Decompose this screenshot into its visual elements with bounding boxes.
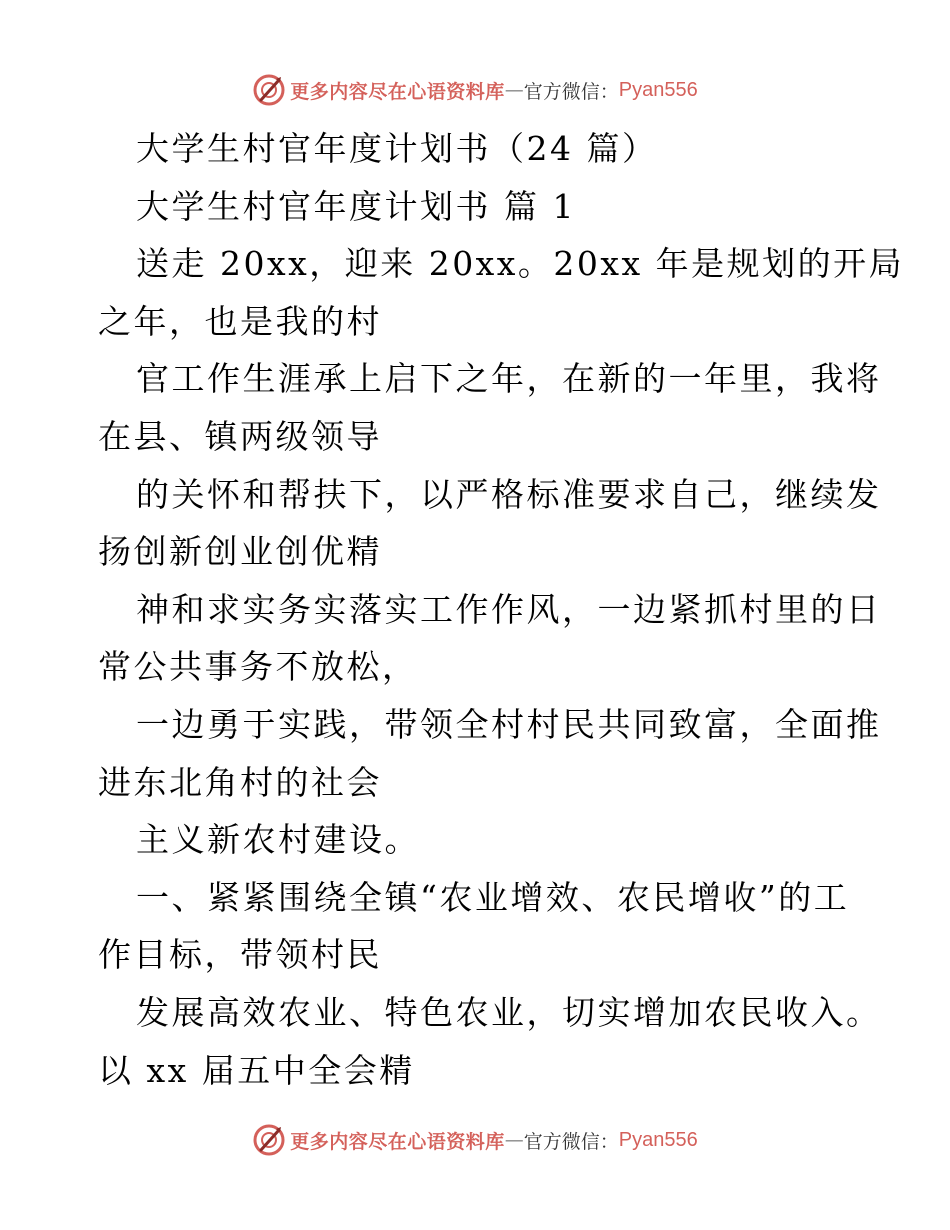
text-line: 一边勇于实践，带领全村村民共同致富，全面推: [136, 704, 882, 744]
text-line: 进东北角村的社会: [98, 762, 382, 802]
text-line: 扬创新创业创优精: [98, 532, 382, 572]
logo-icon: [252, 73, 286, 107]
text-line: 神和求实务实落实工作作风，一边紧抓村里的日: [136, 589, 882, 629]
text-line: 一、紧紧围绕全镇“农业增效、农民增收”的工: [136, 877, 850, 917]
text-line: 官工作生涯承上启下之年，在新的一年里，我将: [136, 359, 882, 399]
watermark-wechat-label: 官方微信：: [523, 80, 619, 103]
text-line: 送走 20xx，迎来 20xx。20xx 年是规划的开局: [136, 244, 905, 284]
watermark-title: 更多内容尽在心语资料库: [290, 1130, 505, 1153]
watermark-title: 更多内容尽在心语资料库: [290, 80, 505, 103]
text-line: 常公共事务不放松，: [98, 647, 418, 687]
text-line: 发展高效农业、特色农业，切实增加农民收入。: [136, 992, 882, 1032]
watermark-dash: —: [504, 79, 524, 101]
text-line: 以 xx 届五中全会精: [98, 1050, 415, 1090]
header-watermark: [0, 70, 950, 110]
document-body: [98, 120, 905, 1099]
watermark-wechat-label: 官方微信：: [523, 1130, 619, 1153]
text-line: 作目标，带领村民: [98, 935, 382, 975]
document-title: 大学生村官年度计划书（24 篇）: [136, 129, 658, 168]
section-heading: 大学生村官年度计划书 篇 1: [136, 186, 576, 226]
watermark-wechat-id: Pyan556: [618, 1128, 698, 1151]
text-line: 的关怀和帮扶下，以严格标准要求自己，继续发: [136, 474, 882, 514]
text-line: 在县、镇两级领导: [98, 416, 382, 456]
text-line: 主义新农村建设。: [136, 820, 420, 860]
watermark-wechat-id: Pyan556: [618, 78, 698, 101]
logo-icon: [252, 1123, 286, 1157]
text-line: 之年，也是我的村: [98, 301, 382, 341]
footer-watermark: [0, 1120, 950, 1160]
watermark-dash: —: [504, 1129, 524, 1151]
